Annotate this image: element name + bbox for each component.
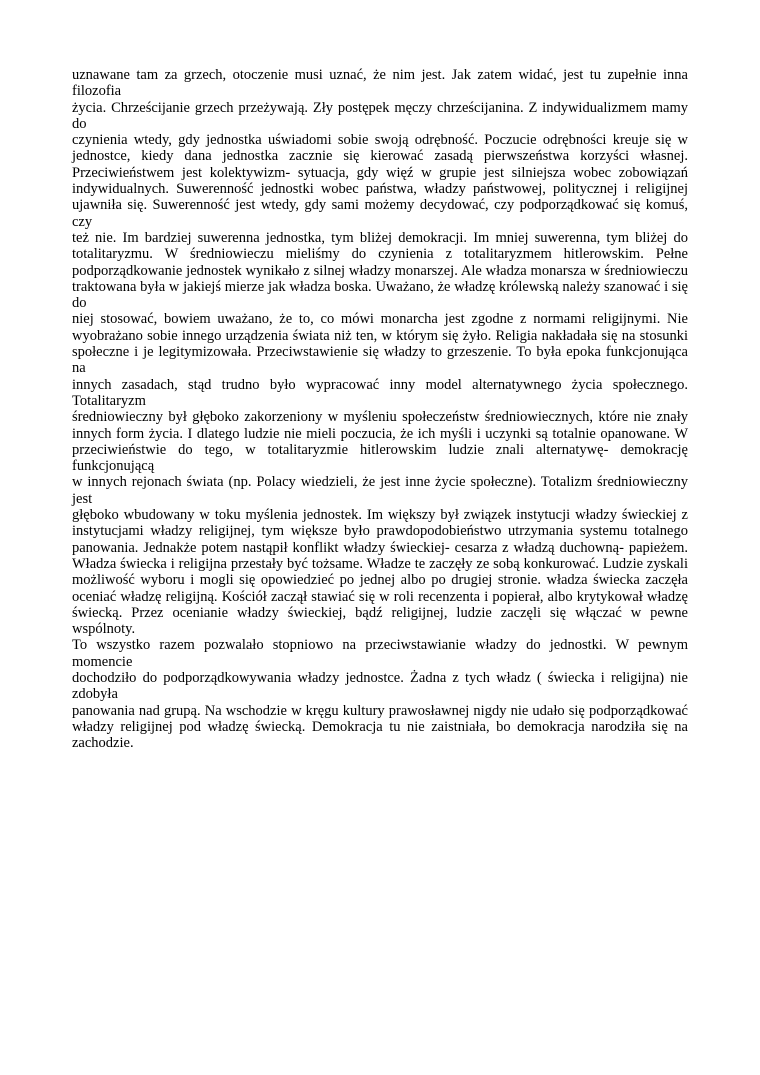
text-line: traktowana była w jakiejś mierze jak władza boska. Uważano, że władzę królewską należy szanować i się do (72, 278, 688, 312)
text-line: niej stosować, bowiem uważano, że to, co mówi monarcha jest zgodne z normami religijnymi. Nie (72, 311, 688, 328)
text-line: głęboko wbudowany w toku myślenia jednostek. Im większy był związek instytucji władzy świeckiej z (72, 507, 688, 524)
text-line: podporządkowanie jednostek wynikało z silnej władzy monarszej. Ale władza monarsza w średniowieczu (72, 262, 688, 279)
text-line: innych zasadach, stąd trudno było wypracować inny model alternatywnego życia społecznego. Totalitaryzm (72, 376, 688, 409)
text-line: totalitaryzmu. W średniowieczu mieliśmy do czynienia z totalitaryzmem hitlerowskim. Pełne (72, 246, 688, 263)
text-line: czynienia wtedy, gdy jednostka uświadomi sobie swoją odrębność. Poczucie odrębności kreuje się w (72, 132, 688, 149)
text-line: Władza świecka i religijna przestały być tożsame. Władze te zaczęły ze sobą konkurować. Ludzie zyskali (72, 555, 688, 572)
text-line: w innych rejonach świata (np. Polacy wiedzieli, że jest inne życie społeczne). Totalizm średniowieczny jest (72, 474, 688, 507)
text-line: zachodzie. (72, 735, 134, 752)
text-line: społeczne i je legitymizowała. Przeciwstawienie się władzy to grzeszenie. To była epoka funkcjonująca na (72, 344, 688, 377)
text-line: władzy religijnej pod władzę świecką. Demokracja tu nie zaistniała, bo demokracja narodziła się na (72, 718, 688, 735)
body-paragraph (72, 67, 688, 751)
text-line: panowania nad grupą. Na wschodzie w kręgu kultury prawosławnej nigdy nie udało się podporządkować (72, 702, 688, 719)
text-line: też nie. Im bardziej suwerenna jednostka, tym bliżej demokracji. Im mniej suwerenna, tym bliżej do (72, 229, 688, 246)
text-line: świecką. Przez ocenianie władzy świeckiej, bądź religijnej, ludzie zaczęli się włączać w pewne wspólnoty. (72, 604, 688, 638)
text-line: jednostce, kiedy dana jednostka zacznie się kierować zasadą pierwszeństwa korzyści własnej. (72, 148, 688, 165)
text-line: oceniać władzę religijną. Kościół zaczął stawiać się w roli recenzenta i popierał, albo krytykował władzę (72, 588, 688, 605)
text-line: innych form życia. I dlatego ludzie nie mieli poczucia, że ich myśli i uczynki są totalnie opanowane. W (72, 425, 688, 442)
text-line: indywidualnych. Suwerenność jednostki wobec państwa, władzy państwowej, politycznej i religijnej (72, 181, 688, 198)
text-line: przeciwieństwie do tego, w totalitaryzmie hitlerowskim ludzie znali alternatywę- demokrację funkcjonującą (72, 441, 688, 475)
text-line: uznawane tam za grzech, otoczenie musi uznać, że nim jest. Jak zatem widać, jest tu zupełnie inna filozofia (72, 67, 688, 100)
text-line: dochodziło do podporządkowywania władzy jednostce. Żadna z tych władz ( świecka i religijna) nie zdobyła (72, 669, 688, 703)
text-line: wyobrażano sobie innego urządzenia świata niż ten, w którym się żyło. Religia nakładała się na stosunki (72, 327, 688, 344)
text-line: To wszystko razem pozwalało stopniowo na przeciwstawianie władzy do jednostki. W pewnym momencie (72, 637, 688, 670)
text-line: Przeciwieństwem jest kolektywizm- sytuacja, gdy więź w grupie jest silniejsza wobec zobowiązań (72, 164, 688, 181)
text-line: ujawniła się. Suwerenność jest wtedy, gdy sami możemy decydować, czy podporządkować się komuś, czy (72, 197, 688, 230)
text-line: średniowieczny był głęboko zakorzeniony w myśleniu społeczeństw średniowiecznych, które nie znały (72, 409, 688, 426)
text-line: możliwość wyboru i mogli się opowiedzieć po jednej albo po drugiej stronie. władza świecka zaczęła (72, 572, 688, 589)
text-line: życia. Chrześcijanie grzech przeżywają. Zły postępek męczy chrześcijanina. Z indywidualizmem mamy do (72, 99, 688, 132)
text-line: panowania. Jednakże potem nastąpił konflikt władzy świeckiej- cesarza z władzą duchowną- papieżem. (72, 539, 688, 556)
text-line: instytucjami władzy religijnej, tym większe było prawdopodobieństwo utrzymania systemu totalnego (72, 523, 688, 540)
